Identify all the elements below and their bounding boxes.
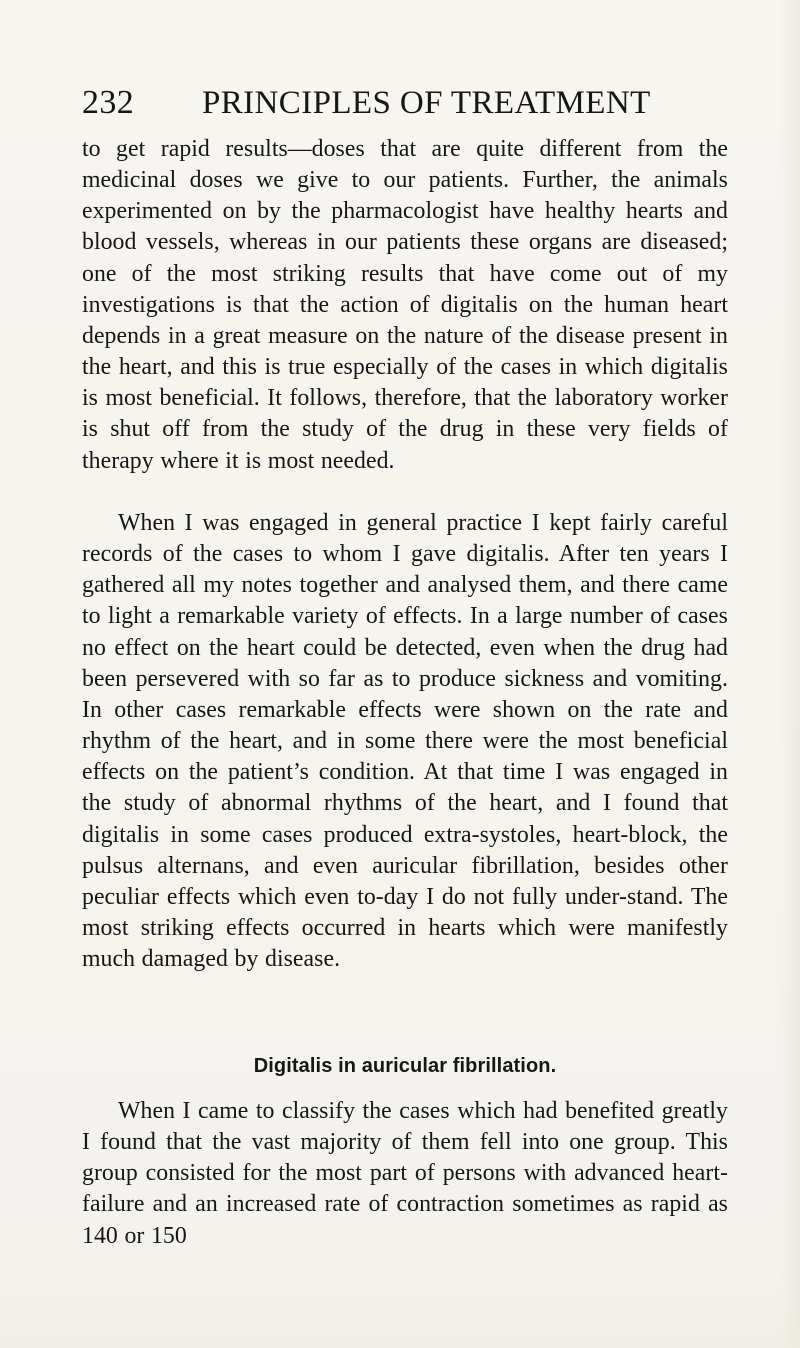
paragraph-2: When I was engaged in general practice I kept fairly careful records of the cases to whom I gave digitalis. After ten years I gathered all my notes together and analysed them, and there came to light a remarkable variety of effects. In a large number of cases no effect on the heart could be detected, even when the drug had been persevered with so far as to produce sickness and vomiting. In other cases remarkable effects were shown on the rate and rhythm of the heart, and in some there were the most beneficial effects on the patient’s condition. At that time I was engaged in the study of abnormal rhythms of the heart, and I found that digitalis in some cases produced extra-systoles, heart-block, the pulsus alternans, and even auricular fibrillation, besides other peculiar effects which even to-day I do not fully under-stand. The most striking effects occurred in hearts which were manifestly much damaged by disease. <box>82 510 728 973</box>
page-header <box>82 78 702 128</box>
paragraph-3: When I came to classify the cases which had benefited greatly I found that the vast majority of them fell into one group. This group consisted for the most part of persons with advanced heart-failure and an increased rate of contraction sometimes as rapid as 140 or 150 <box>82 1098 728 1249</box>
page-bottom-tone <box>0 1268 800 1348</box>
page-number: 232 <box>82 84 135 121</box>
section-heading: Digitalis in auricular fibrillation. <box>253 1055 557 1077</box>
page-edge-shadow <box>780 0 800 1348</box>
running-title: PRINCIPLES OF TREATMENT <box>202 85 651 121</box>
paragraph-1: to get rapid results—doses that are quite different from the medicinal doses we give to our patients. Further, the animals experimented on by the pharmacologist have healthy hearts and blood vessels, whereas in our patients these organs are diseased; one of the most striking results that have come out of my investigations is that the action of digitalis on the human heart depends in a great measure on the nature of the disease present in the heart, and this is true especially of the cases in which digitalis is most beneficial. It follows, therefore, that the laboratory worker is shut off from the study of the drug in these very fields of therapy where it is most needed. <box>82 136 728 474</box>
